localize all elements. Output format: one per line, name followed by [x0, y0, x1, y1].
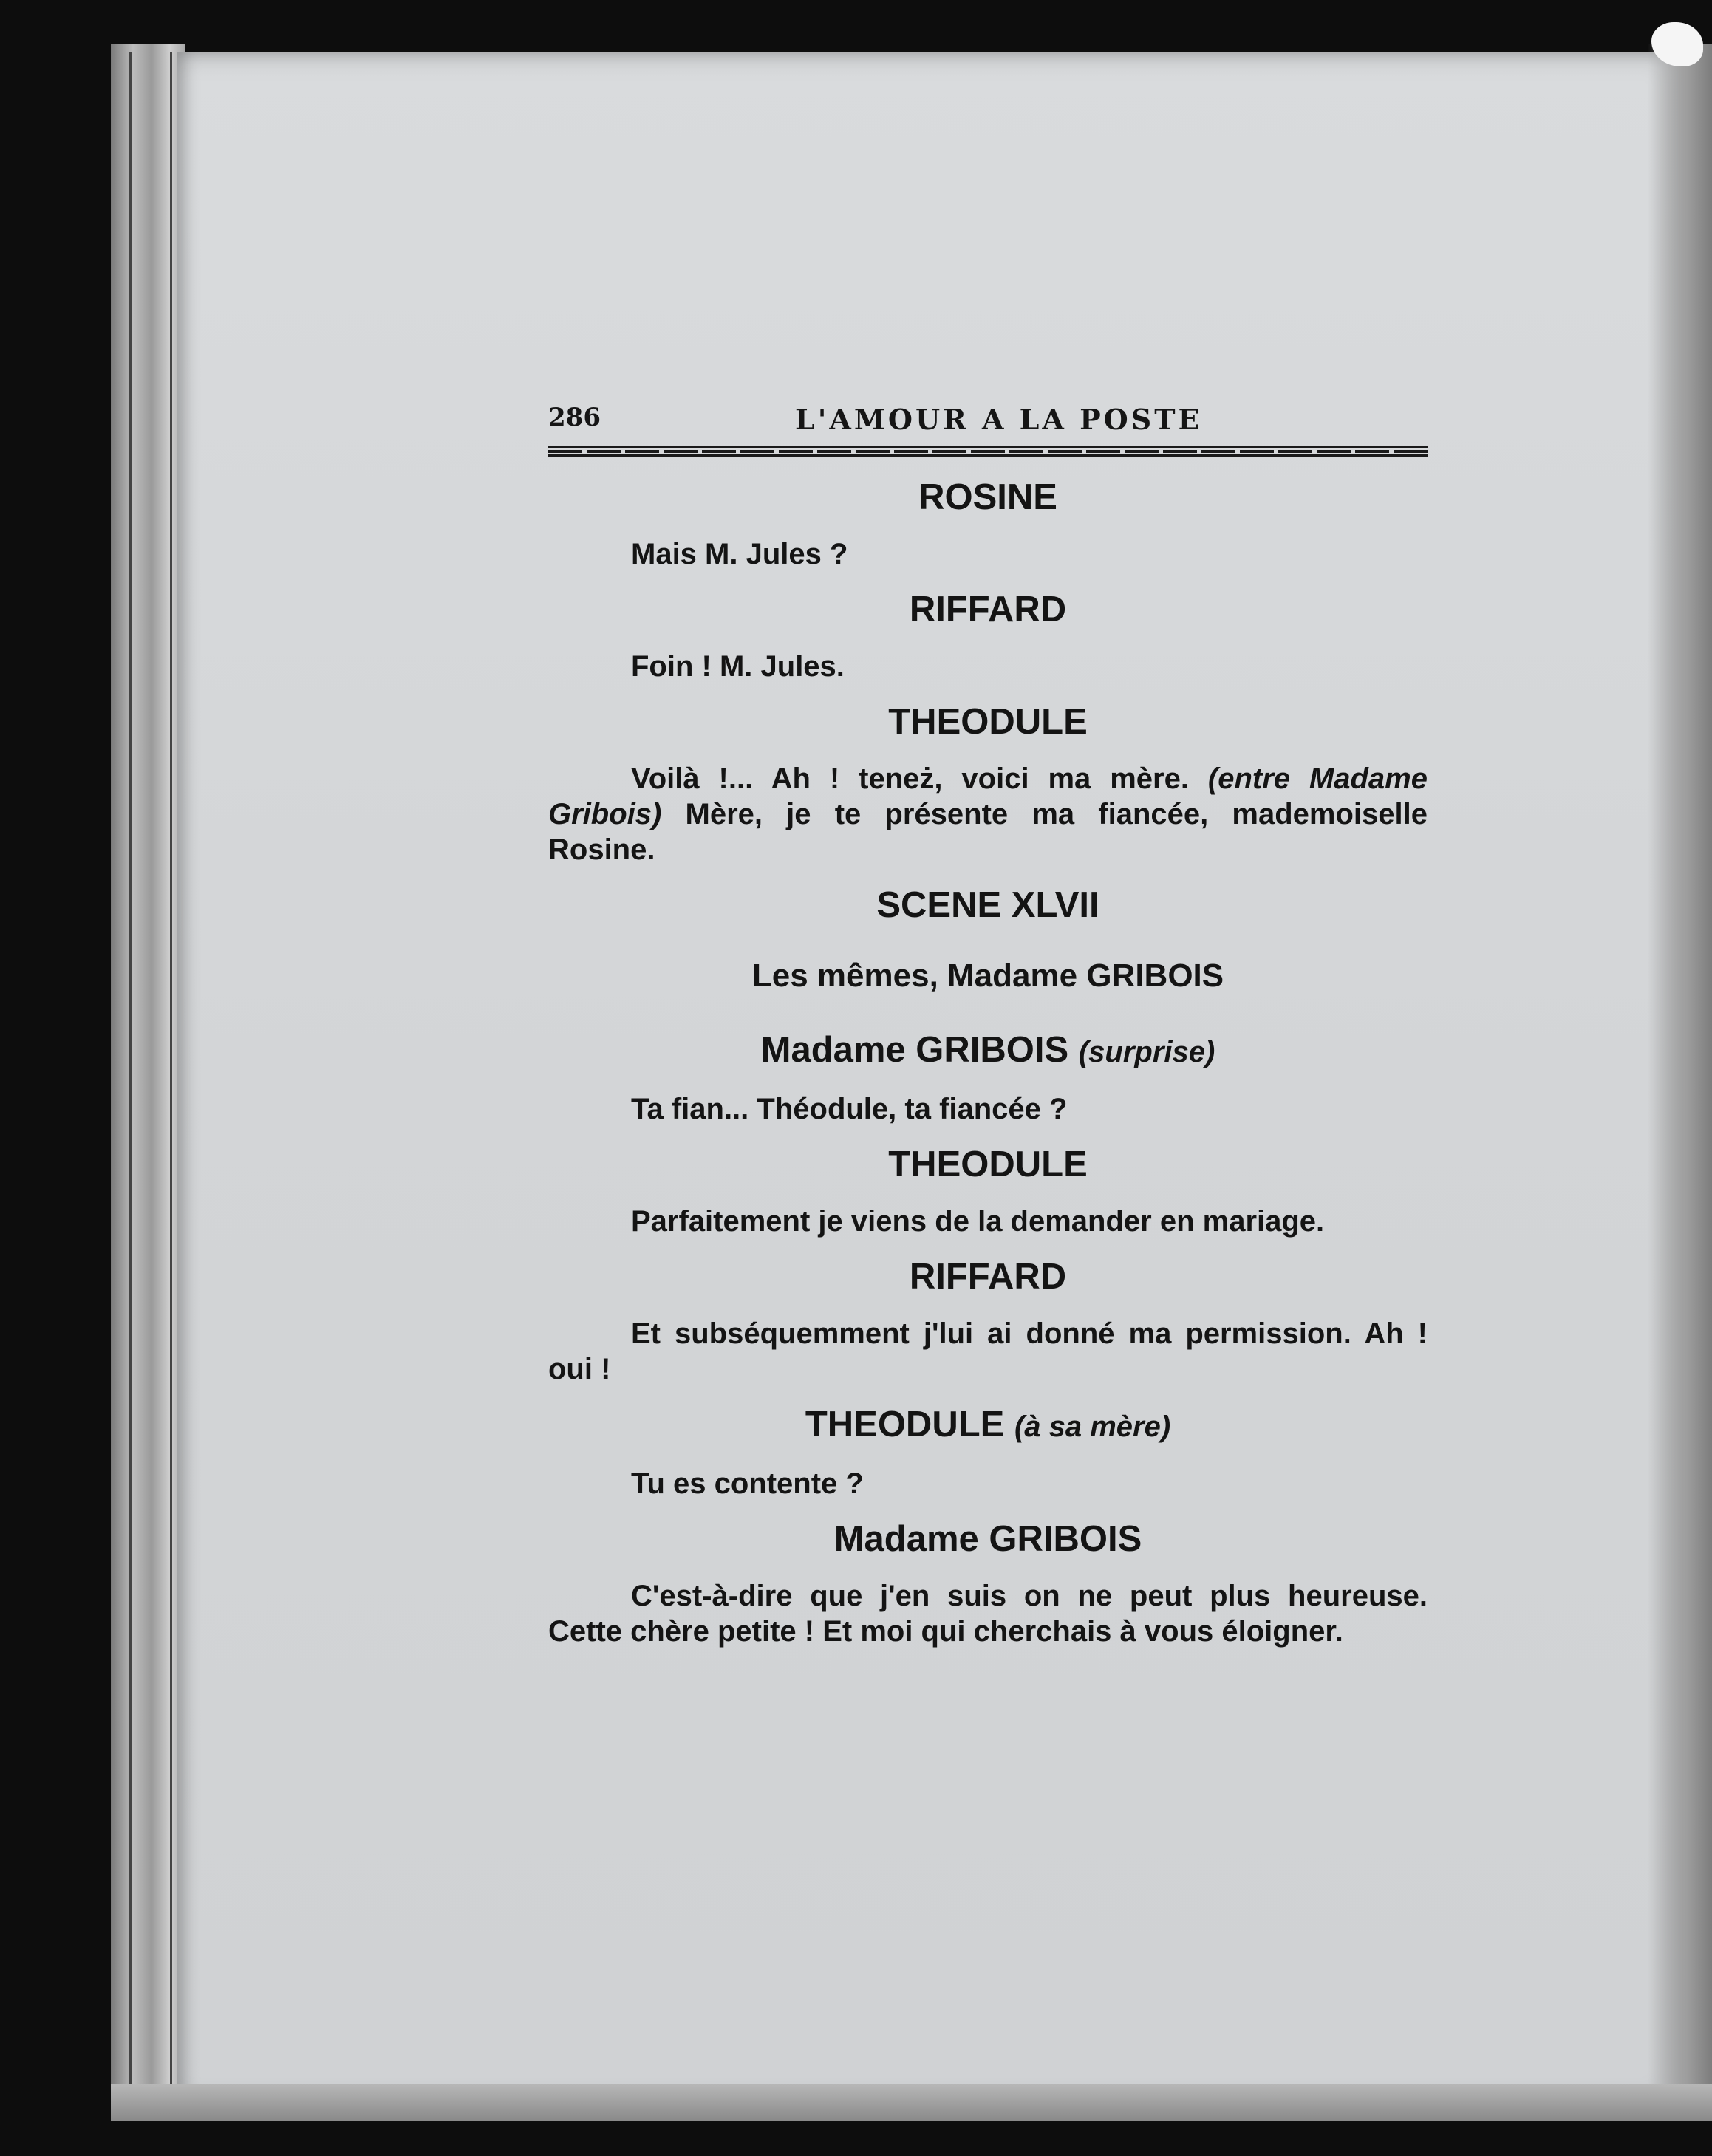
- speech-line: Ta fian... Théodule, ta fiancée ?: [631, 1093, 1068, 1125]
- header-rule: [548, 446, 1428, 457]
- speaker-text: THEODULE: [805, 1405, 1005, 1444]
- speech-text: Mère, je te présente ma fiancée, mademoiselle Rosine.: [548, 798, 1428, 866]
- stage-direction: (à sa mère): [1014, 1410, 1171, 1443]
- speaker-name: THEODULE: [888, 702, 1088, 742]
- speech-line: Foin ! M. Jules.: [631, 650, 845, 683]
- stage-direction: (surprise): [1078, 1036, 1215, 1068]
- speech-line: Tu es contente ?: [631, 1467, 864, 1500]
- page-edge-right: [1648, 44, 1712, 2113]
- speech-line: Mais M. Jules ?: [631, 538, 848, 570]
- scene-heading: SCENE XLVII: [876, 885, 1099, 925]
- page-header: [548, 403, 1428, 440]
- book-spine: [111, 44, 185, 2113]
- speaker-name: ROSINE: [918, 477, 1057, 517]
- speaker-text: Madame GRIBOIS: [760, 1030, 1069, 1070]
- page-number: 286: [548, 403, 601, 432]
- speaker-name: THEODULE: [888, 1144, 1088, 1184]
- speaker-name: [548, 1403, 1428, 1448]
- speech-line: C'est-à-dire que j'en suis on ne peut plus heureuse. Cette chère petite ! Et moi qui cherchais à vous éloigner.: [548, 1580, 1428, 1648]
- speech-line: Parfaitement je viens de la demander en mariage.: [631, 1205, 1325, 1238]
- speaker-name: [548, 1028, 1428, 1074]
- speech-text: Voilà !... Ah ! teneż, voici ma mère.: [631, 763, 1208, 795]
- spine-edge-line: [129, 52, 132, 2106]
- speech-line: [548, 761, 1428, 867]
- speaker-name: RIFFARD: [909, 590, 1067, 630]
- scene-cast: Les mêmes, Madame GRIBOIS: [751, 958, 1224, 994]
- page-edge-bottom: [111, 2084, 1712, 2121]
- spine-edge-line: [170, 52, 172, 2106]
- speaker-name: Madame GRIBOIS: [833, 1519, 1142, 1559]
- speech-line: Et subséquemment j'lui ai donné ma permission. Ah ! oui !: [548, 1317, 1428, 1385]
- stage-direction: (entre Madame Gribois): [548, 763, 1428, 830]
- play-text: [548, 473, 1428, 1665]
- running-head: L'AMOUR A LA POSTE: [795, 403, 1203, 436]
- speaker-name: RIFFARD: [909, 1257, 1067, 1297]
